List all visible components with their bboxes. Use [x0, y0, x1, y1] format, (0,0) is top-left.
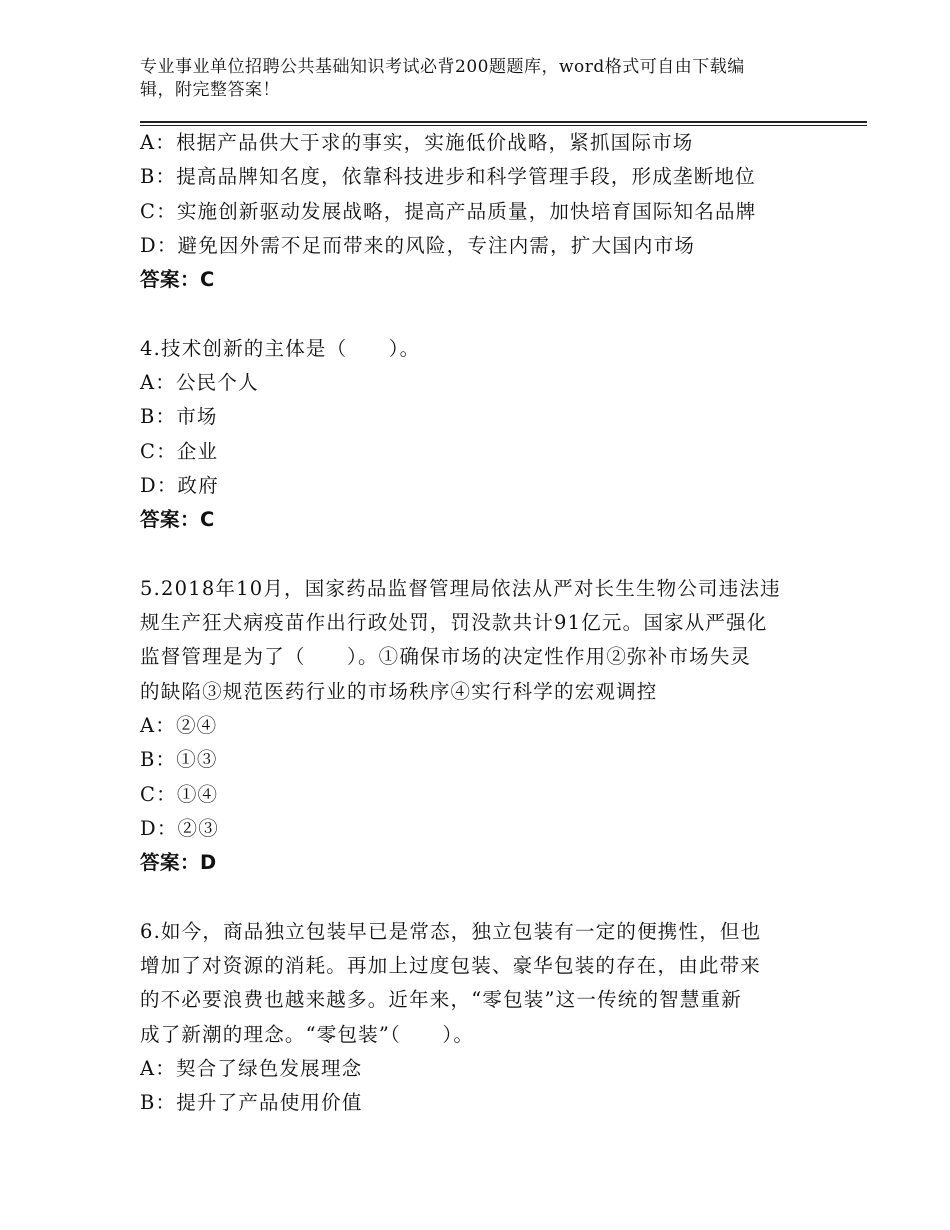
- option-b: B：市场: [140, 405, 218, 429]
- question-stem-line: 增加了对资源的消耗。再加上过度包装、豪华包装的存在，由此带来: [140, 954, 762, 978]
- question-stem-line: 5.2018年10月，国家药品监督管理局依法从严对长生生物公司违法违: [140, 576, 781, 600]
- option-d: D：②③: [140, 816, 219, 840]
- question-stem-line: 成了新潮的理念。“零包装”（ ）。: [140, 1022, 475, 1046]
- answer-label: 答案：D: [140, 851, 217, 875]
- option-c: C：①④: [140, 782, 219, 806]
- question-stem-line: 的不必要浪费也越来越多。近年来，“零包装”这一传统的智慧重新: [140, 988, 742, 1012]
- question-stem-line: 的缺陷③规范医药行业的市场秩序④实行科学的宏观调控: [140, 679, 658, 703]
- document-header: [140, 56, 800, 102]
- header-line-2: 辑，附完整答案！: [140, 80, 280, 100]
- question-5: [140, 572, 810, 881]
- option-b: B：①③: [140, 748, 218, 772]
- option-a: A：公民个人: [140, 371, 259, 395]
- option-a: A：根据产品供大于求的事实，实施低价战略，紧抓国际市场: [140, 131, 694, 154]
- option-c: C：实施创新驱动发展战略，提高产品质量，加快培育国际知名品牌: [140, 199, 757, 223]
- option-b: B：提高品牌知名度，依靠科技进步和科学管理手段，形成垄断地位: [140, 165, 756, 189]
- question-list: [140, 126, 810, 1121]
- question-stem-line: 规生产狂犬病疫苗作出行政处罚，罚没款共计91亿元。国家从严强化: [140, 611, 768, 635]
- option-c: C：企业: [140, 439, 219, 463]
- spacer: [140, 297, 810, 331]
- option-d: D：避免因外需不足而带来的风险，专注内需，扩大国内市场: [140, 233, 696, 257]
- question-3: [140, 126, 810, 297]
- answer-label: 答案：C: [140, 508, 215, 532]
- question-stem-line: 监督管理是为了（ ）。①确保市场的决定性作用②弥补市场失灵: [140, 645, 752, 669]
- header-divider: [140, 121, 867, 123]
- question-stem: 4.技术创新的主体是（ ）。: [140, 336, 421, 360]
- option-a: A：②④: [140, 714, 218, 738]
- spacer: [140, 881, 810, 915]
- option-d: D：政府: [140, 473, 219, 497]
- question-6: [140, 915, 810, 1121]
- option-b: B：提升了产品使用价值: [140, 1091, 363, 1115]
- spacer: [140, 538, 810, 572]
- question-stem-line: 6.如今，商品独立包装早已是常态，独立包装有一定的便携性，但也: [140, 919, 762, 943]
- option-a: A：契合了绿色发展理念: [140, 1057, 363, 1081]
- question-4: [140, 332, 810, 538]
- header-line-1: 专业事业单位招聘公共基础知识考试必背200题题库，word格式可自由下载编: [140, 57, 745, 77]
- answer-label: 答案：C: [140, 268, 215, 292]
